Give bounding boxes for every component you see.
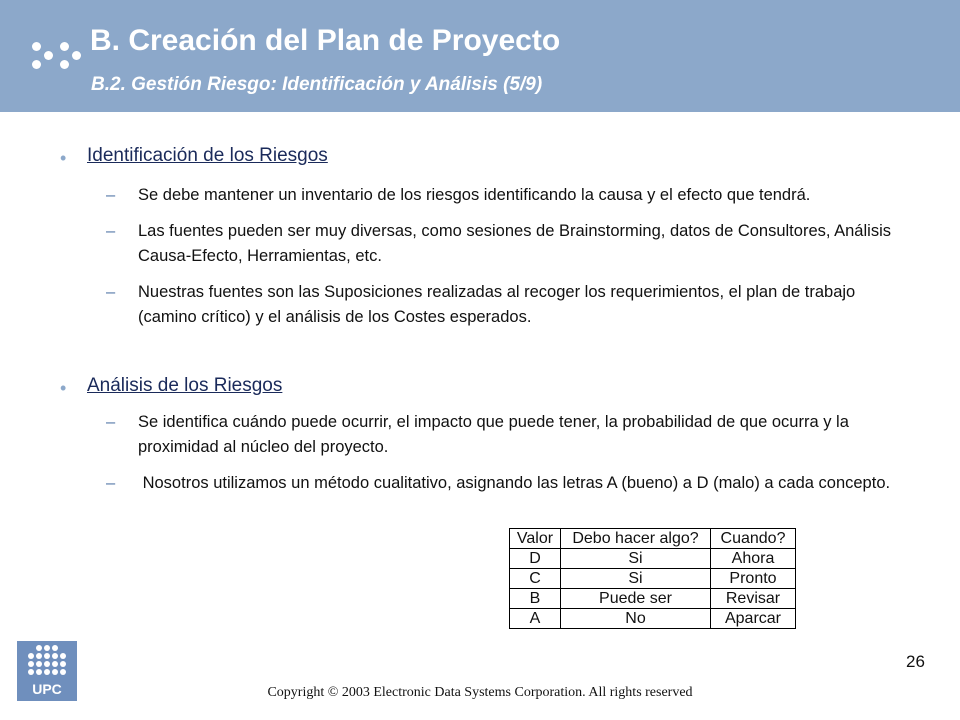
upc-logo-text: UPC [32, 681, 62, 697]
table-header-cell: Cuando? [711, 529, 796, 549]
table-cell: D [510, 549, 561, 569]
sub-item [106, 280, 920, 330]
table-row [510, 589, 796, 609]
section-analisis [60, 375, 920, 496]
table-cell: No [561, 609, 711, 629]
table-cell: Pronto [711, 569, 796, 589]
upc-dots-icon [25, 645, 69, 679]
table-cell: Ahora [711, 549, 796, 569]
table-header-cell: Debo hacer algo? [561, 529, 711, 549]
table-row [510, 569, 796, 589]
dash-icon: – [106, 413, 116, 431]
sub-item-text: Las fuentes pueden ser muy diversas, como sesiones de Brainstorming, datos de Consultores, Análisis Causa-Efecto, Herramientas, etc. [138, 222, 891, 265]
table-header-row [510, 529, 796, 549]
table-cell: Puede ser [561, 589, 711, 609]
page-number: 26 [906, 652, 925, 671]
table-row [510, 549, 796, 569]
sub-item [106, 219, 920, 269]
section-identificacion [60, 145, 920, 330]
table-cell: C [510, 569, 561, 589]
sub-item [106, 471, 920, 496]
slide-title: B. Creación del Plan de Proyecto [90, 24, 561, 57]
table-cell: Aparcar [711, 609, 796, 629]
slide-subtitle: B.2. Gestión Riesgo: Identificación y Análisis (5/9) [91, 74, 543, 95]
table-cell: Revisar [711, 589, 796, 609]
bullet-row [60, 145, 920, 175]
section-heading: Identificación de los Riesgos [87, 145, 328, 166]
table-cell: Si [561, 549, 711, 569]
slide-header [0, 0, 960, 112]
sub-item-text: Se debe mantener un inventario de los riesgos identificando la causa y el efecto que tendrá. [138, 186, 811, 204]
dash-icon: – [106, 222, 116, 240]
dash-icon: – [106, 186, 116, 204]
table-cell: A [510, 609, 561, 629]
table-row [510, 609, 796, 629]
sub-item-text: Se identifica cuándo puede ocurrir, el impacto que puede tener, la probabilidad de que ocurra y la proximidad al núcleo del proyecto. [138, 413, 849, 456]
dash-icon: – [106, 474, 116, 492]
sub-item-text: Nuestras fuentes son las Suposiciones realizadas al recoger los requerimientos, el plan de trabajo (camino crítico) y el análisis de los Costes esperados. [138, 283, 856, 326]
table-header-cell: Valor [510, 529, 561, 549]
risk-table [509, 528, 796, 629]
bullet-icon: • [60, 378, 67, 398]
copyright-text: Copyright © 2003 Electronic Data Systems Corporation. All rights reserved [267, 685, 693, 700]
dots-logo-icon [30, 40, 82, 74]
table-cell: B [510, 589, 561, 609]
sub-item [106, 183, 920, 208]
table-cell: Si [561, 569, 711, 589]
bullet-row [60, 375, 920, 405]
section-heading: Análisis de los Riesgos [87, 375, 283, 396]
bullet-icon: • [60, 148, 67, 168]
dash-icon: – [106, 283, 116, 301]
sub-item [106, 410, 920, 460]
sub-item-text: Nosotros utilizamos un método cualitativo, asignando las letras A (bueno) a D (malo) a cada concepto. [138, 474, 891, 492]
